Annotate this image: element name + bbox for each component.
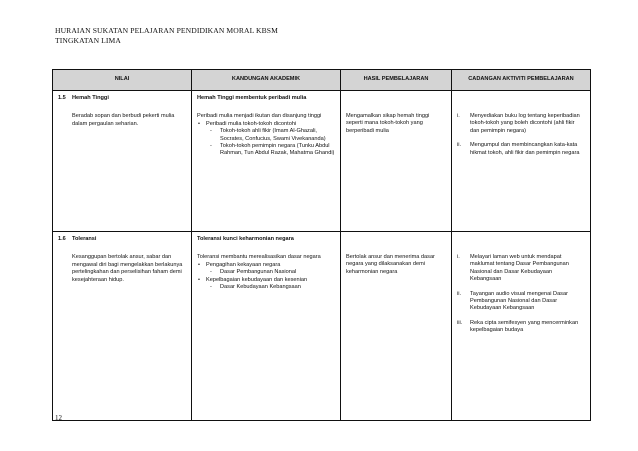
list-item (197, 121, 335, 158)
value-cell (53, 232, 192, 421)
value-cell (53, 91, 192, 232)
list-item (457, 320, 585, 335)
list-item: - Tokoh-tokoh pemimpin negara (Tunku Abdul Rahman, Tun Abdul Razak, Mahatma Ghandi) (208, 143, 335, 158)
value-description: Kesanggupan bertolak ansur, sabar dan mengawal diri bagi mengelakkan berlakunya pertelingkahan dan perselisihan faham demi kesejahteraan hidup. (72, 254, 183, 283)
list-item (197, 277, 335, 292)
content-cell (192, 91, 341, 232)
header-line-1: HURAIAN SUKATAN PELAJARAN PENDIDIKAN MORAL KBSM (55, 26, 278, 35)
activity-cell (452, 232, 591, 421)
activity-cell (452, 91, 591, 232)
content-cell (192, 232, 341, 421)
content-text: Peribadi mulia menjadi ikutan dan disanjung tinggi (197, 113, 322, 120)
outcome-text: Bertolak ansur dan menerima dasar negara yang dilaksanakan demi keharmonian negara (346, 254, 435, 275)
bullet-text: Peribadi mulia tokoh-tokoh dicontohi (206, 120, 297, 127)
list-item: - Dasar Pembangunan Nasional (208, 269, 335, 276)
table-row (53, 91, 591, 232)
outcome-cell (341, 91, 452, 232)
activity-number: ii. (457, 290, 462, 297)
column-header-cadangan: CADANGAN AKTIVITI PEMBELAJARAN (452, 70, 591, 91)
activity-text: Mengumpul dan membincangkan kata-kata hikmat tokoh, ahli fikir dan pemimpin negara (470, 142, 580, 156)
activity-list (457, 113, 585, 157)
value-description: Beradab sopan dan berbudi pekerti mulia dalam pergaulan seharian. (72, 113, 175, 127)
outcome-cell (341, 232, 452, 421)
page-number: 12 (55, 414, 62, 422)
value-title: Toleransi (72, 236, 97, 242)
list-item: - Dasar Kebudayaan Kebangsaan (208, 284, 335, 291)
content-bullet-list (197, 121, 335, 158)
header-line-2: TINGKATAN LIMA (55, 36, 121, 45)
list-item (197, 262, 335, 277)
value-title: Hemah Tinggi (72, 95, 109, 101)
list-item (457, 254, 585, 284)
bullet-text: Pengagihan kekayaan negara (206, 261, 281, 268)
activity-text: Melayari laman web untuk mendapat maklumat tentang Dasar Pembangunan Nasional dan Dasar Kebudayaan Kebangsaan (470, 254, 569, 283)
content-title: Hemah Tinggi membentuk peribadi mulia (197, 95, 307, 101)
list-item (457, 142, 585, 157)
list-item (457, 113, 585, 135)
activity-text: Menyediakan buku log tentang keperibadian tokoh-tokoh yang boleh dicontohi (ahli fikir dan pemimpin negara) (470, 113, 580, 134)
document-header (55, 26, 278, 46)
activity-number: ii. (457, 142, 462, 149)
column-header-hasil: HASIL PEMBELAJARAN (341, 70, 452, 91)
activity-text: Reka cipta semifesyen yang mencerminkan kepelbagaian budaya (470, 319, 579, 334)
column-header-nilai: NILAI (53, 70, 192, 91)
table-header-row (53, 70, 591, 91)
activity-text: Tayangan audio visual mengenai Dasar Pembangunan Nasional dan Dasar Kebudayaan Kebangsaan (470, 290, 568, 312)
activity-number: i. (457, 113, 460, 119)
outcome-text: Mengamalkan sikap hemah tinggi seperti mana tokoh-tokoh yang berperibadi mulia (346, 113, 430, 134)
list-item (457, 291, 585, 313)
column-header-kandungan: KANDUNGAN AKADEMIK (192, 70, 341, 91)
value-code: 1.5 (58, 95, 66, 101)
list-item: - Tokoh-tokoh ahli fikir (Imam Al-Ghazali, Socrates, Confucius, Swami Vivekananda) (208, 128, 335, 143)
dash-list (206, 284, 335, 291)
activity-number: iii. (457, 319, 463, 326)
dash-list (206, 128, 335, 158)
content-title: Toleransi kunci keharmonian negara (197, 236, 294, 242)
value-code: 1.6 (58, 236, 66, 242)
dash-list (206, 269, 335, 276)
activity-number: i. (457, 254, 460, 260)
syllabus-table (52, 69, 591, 421)
table-row (53, 232, 591, 421)
bullet-text: Kepelbagaian kebudayaan dan kesenian (206, 276, 308, 283)
activity-list (457, 254, 585, 335)
content-bullet-list (197, 262, 335, 292)
content-text: Toleransi membantu merealisasikan dasar negara (197, 254, 321, 261)
